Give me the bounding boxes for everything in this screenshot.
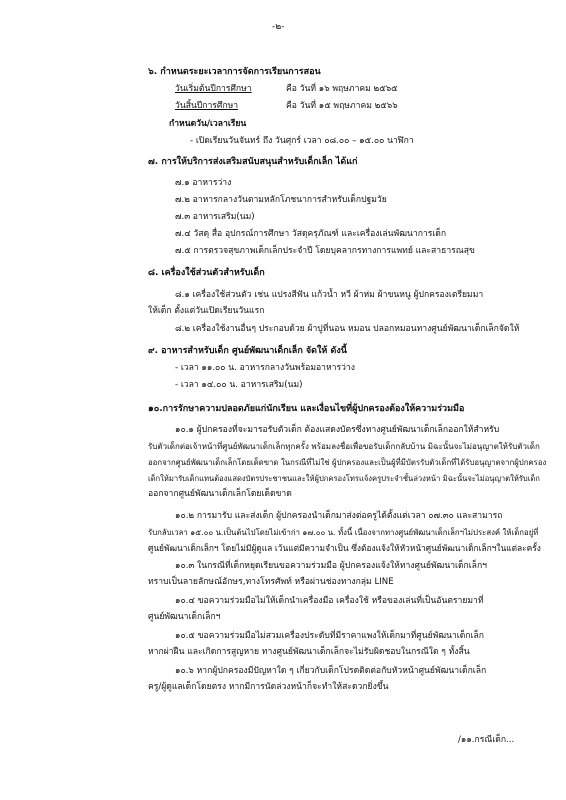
section8-heading: ๘. เครื่องใช้ส่วนตัวสำหรับเด็ก (148, 268, 265, 278)
section10-p1-line: เด็กให้มารับเด็กแทนต้องแสดงบัตรประชาชนและให้ผู้ปกครองโทรแจ้งครูประจำชั้นล่วงหน้า มิฉะนั้นจะไม่อนุญาตให้รับเด็ก (148, 474, 540, 483)
section7-item: ๗.๒ อาหารกลางวันตามหลักโภชนาการสำหรับเด็กปฐมวัย (175, 195, 387, 205)
section10-p6-line: ครู/ผู้ดูแลเด็กโดยตรง หากมีการนัดล่วงหน้าก็จะทำให้สะดวกยิ่งขึ้น (148, 682, 389, 692)
section7-item: ๗.๕ การตรวจสุขภาพเด็กเล็กประจำปี โดยบุคลากรทางการแพทย์ และสาธารณสุข (175, 246, 475, 256)
section6-heading: ๖. กำหนดระยะเวลาการจัดการเรียนการสอน (148, 67, 321, 77)
section10-p1-line: ออกจากศูนย์พัฒนาเด็กเล็กโดยเด็ดขาด ในกรณีที่ไม่ใช่ ผู้ปกครองและเป็นผู้ที่มีบัตรรับตัวเด็กที่ได้รับอนุญาตจากผู้ปกครอง (148, 458, 547, 467)
schedule-heading: กำหนดวัน/เวลาเรียน (169, 119, 247, 129)
section10-heading: ๑๐.การรักษาความปลอดภัยแก่นักเรียน และเงื่อนไขที่ผู้ปกครองต้องให้ความร่วมมือ (148, 404, 465, 414)
section9-item: - เวลา ๑๑.๐๐ น. อาหารกลางวันพร้อมอาหารว่าง (175, 363, 355, 373)
start-date-value: คือ วันที่ ๑๖ พฤษภาคม ๒๕๖๕ (286, 84, 398, 94)
section10-p4-line: ๑๐.๔ ขอความร่วมมือไม่ให้เด็กนำเครื่องมือ เครื่องใช้ หรือของเล่นที่เป็นอันตรายมาที่ (175, 596, 484, 606)
section10-p5-line: หากผ่าฝืน และเกิดการสูญหาย ทางศูนย์พัฒนาเด็กเล็กจะไม่รับผิดชอบในกรณีใด ๆ ทั้งสิ้น (148, 647, 470, 657)
section9-heading: ๙. อาหารสำหรับเด็ก ศูนย์พัฒนาเด็กเล็ก จัดให้ ดังนี้ (148, 346, 347, 356)
end-date-label: วันสิ้นปีการศึกษา (175, 101, 239, 111)
section10-p1-line: ๑๐.๑ ผู้ปกครองที่จะมารอรับตัวเด็ก ต้องแสดงบัตรซึ่งทางศูนย์พัฒนาเด็กเล็กออกให้สำหรับ (175, 425, 500, 435)
start-date-label: วันเริ่มต้นปีการศึกษา (175, 84, 252, 94)
section8-item2: ๘.๒ เครื่องใช้งานอื่นๆ ประกอบด้วย ผ้าปูที่นอน หมอน ปลอกหมอนทางศูนย์พัฒนาเด็กเล็กจัดให้ (175, 324, 520, 334)
section10-p2-line: ๑๐.๒ การมารับ และส่งเด็ก ผู้ปกครองนำเด็กมาส่งต่อครูได้ตั้งแต่เวลา ๐๗.๓๐ และสามารถ (175, 511, 503, 521)
section10-p1-line: ออกจากศูนย์พัฒนาเด็กเล็กโดยเด็ดขาด (148, 489, 292, 499)
section10-p3-line: ๑๐.๓ ในกรณีที่เด็กหยุดเรียนขอความร่วมมือ ผู้ปกครองแจ้งให้ทางศูนย์พัฒนาเด็กเล็กฯ (175, 561, 487, 571)
section7-item: ๗.๑ อาหารว่าง (175, 178, 232, 188)
section10-p3-line: ทราบเป็นลายลักษณ์อักษร,ทางโทรศัพท์ หรือผ่านช่องทางกลุ่ม LINE (148, 577, 394, 587)
section7-heading: ๗. การให้บริการส่งเสริมสนับสนุนสำหรับเด็กเล็ก ได้แก่ (148, 157, 358, 167)
section7-item: ๗.๓ อาหารเสริม(นม) (175, 212, 255, 222)
section7-item: ๗.๔ วัสดุ สื่อ อุปกรณ์การศึกษา วัสดุครุภัณฑ์ และเครื่องเล่นพัฒนาการเด็ก (175, 229, 447, 239)
continuation-note: /๑๑.กรณีเด็ก... (458, 735, 515, 745)
section10-p6-line: ๑๐.๖ หากผู้ปกครองมีปัญหาใด ๆ เกี่ยวกับเด็กโปรดติดต่อกับหัวหน้าศูนย์พัฒนาเด็กเล็ก (175, 666, 487, 676)
section10-p2-line: ศูนย์พัฒนาเด็กเล็กฯ โดยไม่มีผู้ดูแล เว้นแต่มีความจำเป็น ซึ่งต้องแจ้งให้หัวหน้าศูนย์พัฒนาเด็กเล็กฯในแต่ละครั้ง (148, 543, 541, 553)
section10-p1-line: รับตัวเด็กต่อเจ้าหน้าที่ศูนย์พัฒนาเด็กเล็กทุกครั้ง พร้อมลงชื่อเพื่อขอรับเด็กกลับบ้าน มิฉะนั้นจะไม่อนุญาตให้รับตัวเด็ก (148, 442, 540, 451)
section10-p2-line: รับกลับเวลา ๑๕.๐๐ น.เป็นต้นไปโดยไม่เข้าก่า ๑๗.๐๐ น. ทั้งนี้ เนื่องจากทางศูนย์พัฒนาเด็กเล็กฯไม่ประสงค์ ให้เด็กอยู่ที่ (148, 528, 539, 537)
page-number: -๒- (272, 22, 285, 32)
section9-item: - เวลา ๑๔.๐๐ น. อาหารเสริม(นม) (175, 380, 303, 390)
section8-item1-line1: ๘.๑ เครื่องใช้ส่วนตัว เช่น แปรงสีฟัน แก้วน้ำ หวี ผ้าห่ม ผ้าขนหนู ผู้ปกครองเตรียมมา (175, 290, 484, 300)
schedule-item: - เปิดเรียนวันจันทร์ ถึง วันศุกร์ เวลา ๐๘.๐๐ – ๑๕.๐๐ นาฬิกา (190, 136, 414, 146)
section10-p4-line: ศูนย์พัฒนาเด็กเล็กฯ (148, 612, 221, 622)
end-date-value: คือ วันที่ ๑๕ พฤษภาคม ๒๕๖๖ (286, 101, 398, 111)
section8-item1-line2: ให้เด็ก ตั้งแต่วันเปิดเรียนวันแรก (148, 306, 265, 316)
section10-p5-line: ๑๐.๕ ขอความร่วมมือไม่สวมเครื่องประดับที่มีราคาแพงให้เด็กมาที่ศูนย์พัฒนาเด็กเล็ก (175, 631, 484, 641)
